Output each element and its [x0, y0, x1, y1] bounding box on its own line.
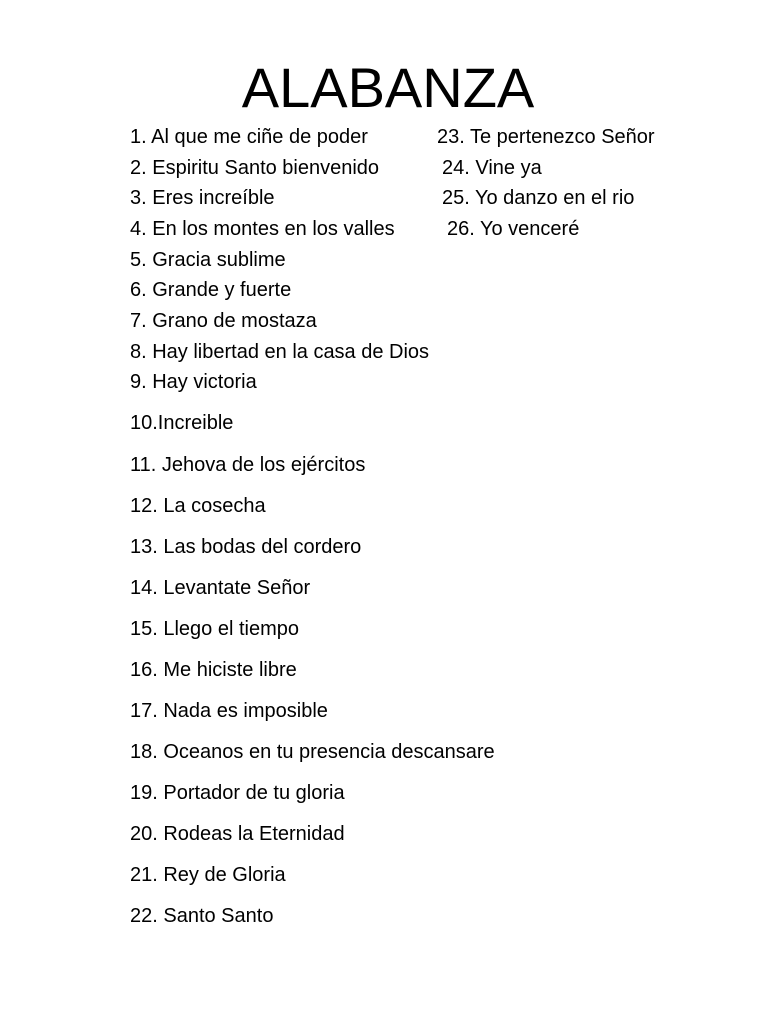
song-item: 15. Llego el tiempo — [130, 618, 300, 640]
song-item: 24. Vine ya — [442, 157, 542, 179]
song-item: 23. Te pertenezco Señor — [437, 126, 655, 148]
song-item: 22. Santo Santo — [130, 905, 274, 927]
song-item: 18. Oceanos en tu presencia descansare — [130, 741, 495, 763]
song-item: 5. Gracia sublime — [130, 249, 286, 271]
song-item: 9. Hay victoria — [130, 371, 257, 393]
page-title: ALABANZA — [241, 56, 535, 119]
song-item: 3. Eres increíble — [130, 187, 275, 209]
song-item: 6. Grande y fuerte — [130, 279, 292, 301]
song-item: 21. Rey de Gloria — [130, 864, 286, 886]
song-item: 20. Rodeas la Eternidad — [130, 823, 345, 845]
song-item: 8. Hay libertad en la casa de Dios — [130, 341, 430, 363]
song-item: 17. Nada es imposible — [130, 700, 328, 722]
song-item: 1. Al que me ciñe de poder — [130, 126, 368, 148]
song-item: 14. Levantate Señor — [130, 577, 311, 599]
song-item: 19. Portador de tu gloria — [130, 782, 345, 804]
song-item: 2. Espiritu Santo bienvenido — [130, 157, 380, 179]
song-item: 12. La cosecha — [130, 495, 266, 517]
song-item: 25. Yo danzo en el rio — [442, 187, 635, 209]
song-item: 11. Jehova de los ejércitos — [130, 454, 366, 476]
song-item: 10.Increible — [130, 412, 234, 434]
song-item: 26. Yo venceré — [447, 218, 580, 240]
song-item: 4. En los montes en los valles — [130, 218, 395, 240]
song-item: 16. Me hiciste libre — [130, 659, 297, 681]
song-item: 13. Las bodas del cordero — [130, 536, 362, 558]
song-item: 7. Grano de mostaza — [130, 310, 317, 332]
